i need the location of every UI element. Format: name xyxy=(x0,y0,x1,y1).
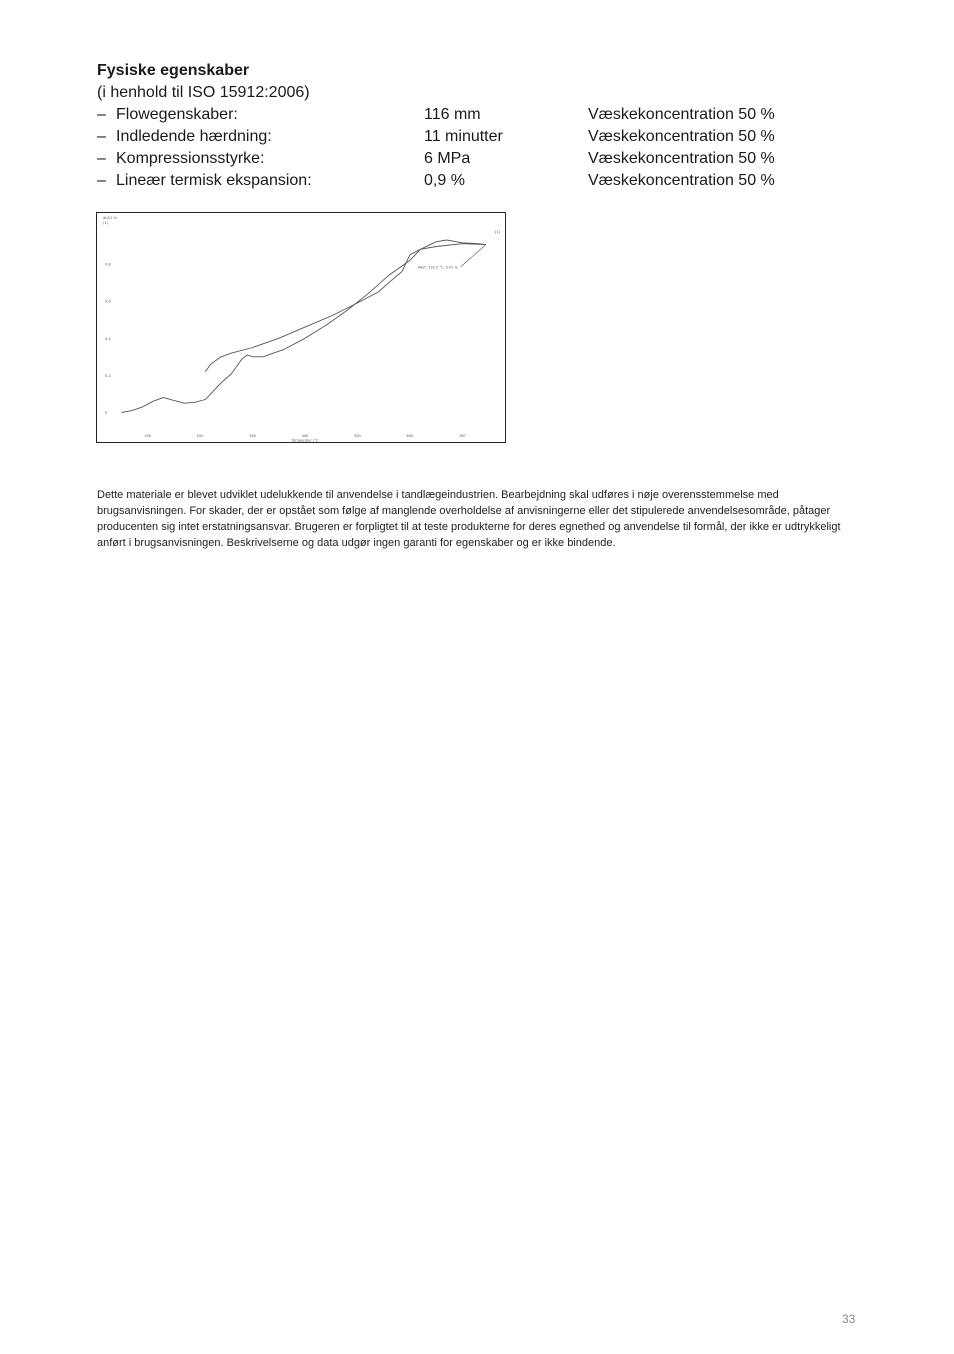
x-tick-label: 200 xyxy=(196,434,204,438)
y-tick-label: 0.2 xyxy=(105,373,111,378)
property-value: 6 MPa xyxy=(424,150,471,167)
property-name: Indledende hærdning: xyxy=(116,128,272,145)
property-dash: – xyxy=(97,150,106,167)
series-line-2 xyxy=(205,244,486,372)
corner-label: [1] xyxy=(495,230,500,234)
y-tick-label: 0.4 xyxy=(105,336,111,341)
y-tick-label: 0.6 xyxy=(105,299,111,304)
expansion-chart xyxy=(96,212,506,443)
property-name: Kompressionsstyrke: xyxy=(116,150,265,167)
property-dash: – xyxy=(97,106,106,123)
x-tick-label: 700 xyxy=(458,434,466,438)
property-list xyxy=(97,105,857,193)
property-row-expansion xyxy=(97,171,857,193)
property-dash: – xyxy=(97,172,106,189)
property-row-setting xyxy=(97,127,857,149)
disclaimer-text: Dette materiale er blevet udviklet udelukkende til anvendelse i tandlægeindustrien. Bearbejdning skal udføres i nøje overensstemmelse med brugsanvisningen. For skader, der er opstået som følge af manglende overholdelse af anvisningerne eller det stipulerede anvendelsesområde, påtager producenten sig intet erstatningsansvar. Brugeren er forpligtet til at teste produkterne for deres egnethed og anvendelse til formål, der ikke er udtrykkeligt anført i brugsanvisningen. Beskrivelserne og data udgør ingen garanti for egenskaber og er ikke bindende. xyxy=(97,489,841,549)
property-condition: Væskekoncentration 50 % xyxy=(588,172,775,189)
property-condition: Væskekoncentration 50 % xyxy=(588,150,775,167)
annotation-label: Wert: 733.5 °C, 0.91 % xyxy=(417,265,458,270)
property-value: 0,9 % xyxy=(424,172,465,189)
x-tick-label: 400 xyxy=(301,434,309,438)
page-number: 33 xyxy=(842,1312,856,1326)
y-axis-label: dL/L0 % xyxy=(103,216,117,220)
property-value: 11 minutter xyxy=(424,128,503,145)
property-value: 116 mm xyxy=(424,106,481,123)
x-tick-label: 500 xyxy=(354,434,361,438)
y-tick-label: 0.8 xyxy=(105,262,111,267)
section-heading: Fysiske egenskaber xyxy=(97,62,250,79)
section-subheading: (i henhold til ISO 15912:2006) xyxy=(97,84,310,101)
property-row-flow xyxy=(97,105,857,127)
x-tick-label: 300 xyxy=(249,434,256,438)
property-condition: Væskekoncentration 50 % xyxy=(588,128,775,145)
property-name: Flowegenskaber: xyxy=(116,106,238,123)
y-axis-unit: (1) xyxy=(103,221,108,225)
y-tick-label: 0 xyxy=(105,410,108,415)
x-tick-label: 600 xyxy=(406,434,414,438)
x-tick-label: 100 xyxy=(144,434,152,438)
expansion-chart-svg xyxy=(97,213,505,442)
property-condition: Væskekoncentration 50 % xyxy=(588,106,775,123)
annotation-leader xyxy=(461,245,486,267)
property-name: Lineær termisk ekspansion: xyxy=(116,172,312,189)
x-axis-label: Temperatur /°C xyxy=(291,438,319,442)
property-dash: – xyxy=(97,128,106,145)
property-row-compression xyxy=(97,149,857,171)
